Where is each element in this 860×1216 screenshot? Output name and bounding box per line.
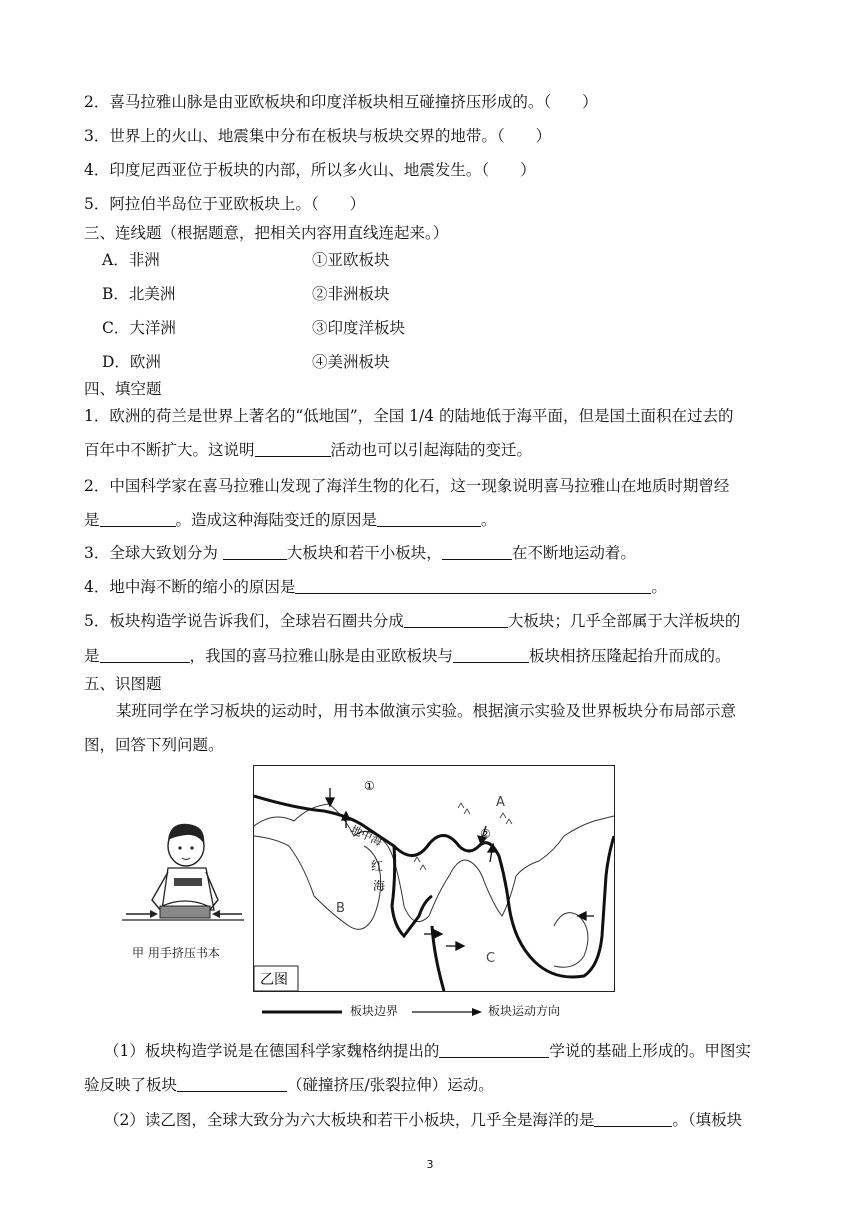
match-left-a: A．非洲 — [102, 251, 160, 269]
section5-intro-line1: 某班同学在学习板块的运动时，用书本做演示实验。根据演示实验及世界板块分布局部示意 — [116, 702, 737, 720]
section5-intro-line2: 图，回答下列问题。 — [84, 736, 224, 754]
map-label-mediterranean: 地中海 — [348, 822, 385, 849]
match-right-4: ④美洲板块 — [312, 353, 390, 371]
legend-direction-label: 板块运动方向 — [488, 1004, 561, 1018]
match-right-1: ①亚欧板块 — [312, 251, 390, 269]
fill-q1-line2 — [84, 438, 532, 460]
figure-q1-pre: （1）板块构造学说是在德国科学家魏格纳提出的 — [104, 1042, 440, 1060]
match-right-2: ②非洲板块 — [312, 285, 390, 303]
section5-title: 五、识图题 — [84, 675, 162, 693]
map-label-red-1: 红 — [371, 859, 384, 873]
fill-q5b-pre: 是 — [84, 647, 100, 665]
plate-map-drawing — [254, 766, 614, 991]
figure-q1-line2 — [84, 1073, 494, 1095]
match-right-3: ③印度洋板块 — [312, 319, 406, 337]
fill-q5-line2 — [84, 644, 731, 666]
figure-q2 — [104, 1108, 742, 1130]
fill-q3-mid: 大板块和若干小板块， — [286, 544, 442, 562]
fill-q5-blank-3[interactable] — [453, 648, 529, 663]
fill-q5b-mid: ，我国的喜马拉雅山脉是由亚欧板块与 — [189, 647, 454, 665]
map-title: 乙图 — [260, 972, 288, 988]
plate-map — [253, 765, 615, 992]
fill-q3-blank-2[interactable] — [442, 545, 512, 560]
map-label-circle-2: ② — [480, 827, 491, 841]
figure-q2-post: 。（填板块 — [672, 1111, 743, 1129]
legend-boundary-label: 板块边界 — [350, 1004, 399, 1018]
map-label-circle-1: ① — [364, 779, 375, 793]
figure-q1-line1 — [104, 1039, 751, 1061]
fill-q4 — [84, 575, 667, 597]
map-label-red-2: 海 — [373, 879, 386, 893]
section4-title: 四、填空题 — [84, 380, 162, 398]
fill-q5-line1 — [84, 609, 740, 631]
figure-q1-blank-1[interactable] — [439, 1043, 549, 1058]
fill-q2-blank-2[interactable] — [377, 512, 481, 527]
fill-q2-line1: 2．中国科学家在喜马拉雅山发现了海洋生物的化石，这一现象说明喜马拉雅山在地质时期曾经 — [84, 477, 730, 495]
section3-title: 三、连线题（根据题意，把相关内容用直线连起来。） — [84, 224, 449, 242]
figure-q1-post: 学说的基础上形成的。甲图实 — [549, 1042, 751, 1060]
match-left-c: C．大洋洲 — [102, 319, 176, 337]
fill-q2-post: 。 — [481, 511, 497, 529]
fill-q5-blank-2[interactable] — [100, 648, 190, 663]
fill-q2-blank-1[interactable] — [100, 512, 176, 527]
map-label-c: C — [486, 951, 496, 966]
match-left-d: D．欧洲 — [102, 353, 161, 371]
judge-q3: 3．世界上的火山、地震集中分布在板块与板块交界的地带。（ ） — [84, 127, 552, 145]
book-press-illustration — [118, 820, 248, 944]
fill-q1-blank[interactable] — [255, 442, 331, 457]
fill-q2-pre: 是 — [84, 511, 100, 529]
map-label-b: B — [336, 901, 345, 916]
fill-q4-pre: 4．地中海不断的缩小的原因是 — [84, 578, 296, 596]
figure-q1b-pre: 验反映了板块 — [84, 1076, 178, 1094]
fill-q5-blank-1[interactable] — [404, 613, 508, 628]
fill-q4-post: 。 — [651, 578, 667, 596]
fill-q2-mid: 。造成这种海陆变迁的原因是 — [175, 511, 378, 529]
figure-q1-blank-2[interactable] — [177, 1077, 287, 1092]
figure-q1b-post: （碰撞挤压/张裂拉伸）运动。 — [287, 1076, 494, 1094]
page-number: 3 — [426, 1158, 434, 1171]
figure-q2-pre: （2）读乙图，全球大致分为六大板块和若干小板块，几乎全是海洋的是 — [104, 1111, 595, 1129]
fill-q3 — [84, 541, 636, 563]
judge-q4: 4．印度尼西亚位于板块的内部，所以多火山、地震发生。（ ） — [84, 161, 536, 179]
fill-q3-pre: 3．全球大致划分为 — [84, 544, 223, 562]
fill-q2-line2 — [84, 508, 497, 530]
fill-q5b-post: 板块相挤压隆起抬升而成的。 — [529, 647, 731, 665]
fill-q1-line1: 1．欧洲的荷兰是世界上著名的“低地国”，全国 1/4 的陆地低于海平面，但是国土面积在过去的 — [84, 407, 734, 425]
map-label-a: A — [496, 795, 505, 810]
fill-q4-blank[interactable] — [295, 579, 651, 594]
match-left-b: B．北美洲 — [102, 285, 176, 303]
figure-q2-blank[interactable] — [594, 1112, 672, 1127]
fill-q5-post: 大板块；几乎全部属于大洋板块的 — [507, 612, 741, 630]
fill-q1-pre: 百年中不断扩大。这说明 — [84, 441, 255, 459]
judge-q2: 2．喜马拉雅山脉是由亚欧板块和印度洋板块相互碰撞挤压形成的。（ ） — [84, 93, 598, 111]
fill-q3-blank-1[interactable] — [223, 545, 287, 560]
fill-q3-post: 在不断地运动着。 — [511, 544, 636, 562]
judge-q5: 5．阿拉伯半岛位于亚欧板块上。（ ） — [84, 195, 366, 213]
figure-jia-caption: 甲 用手挤压书本 — [132, 946, 220, 960]
fill-q1-post: 活动也可以引起海陆的变迁。 — [330, 441, 533, 459]
fill-q5-pre: 5．板块构造学说告诉我们，全球岩石圈共分成 — [84, 612, 404, 630]
